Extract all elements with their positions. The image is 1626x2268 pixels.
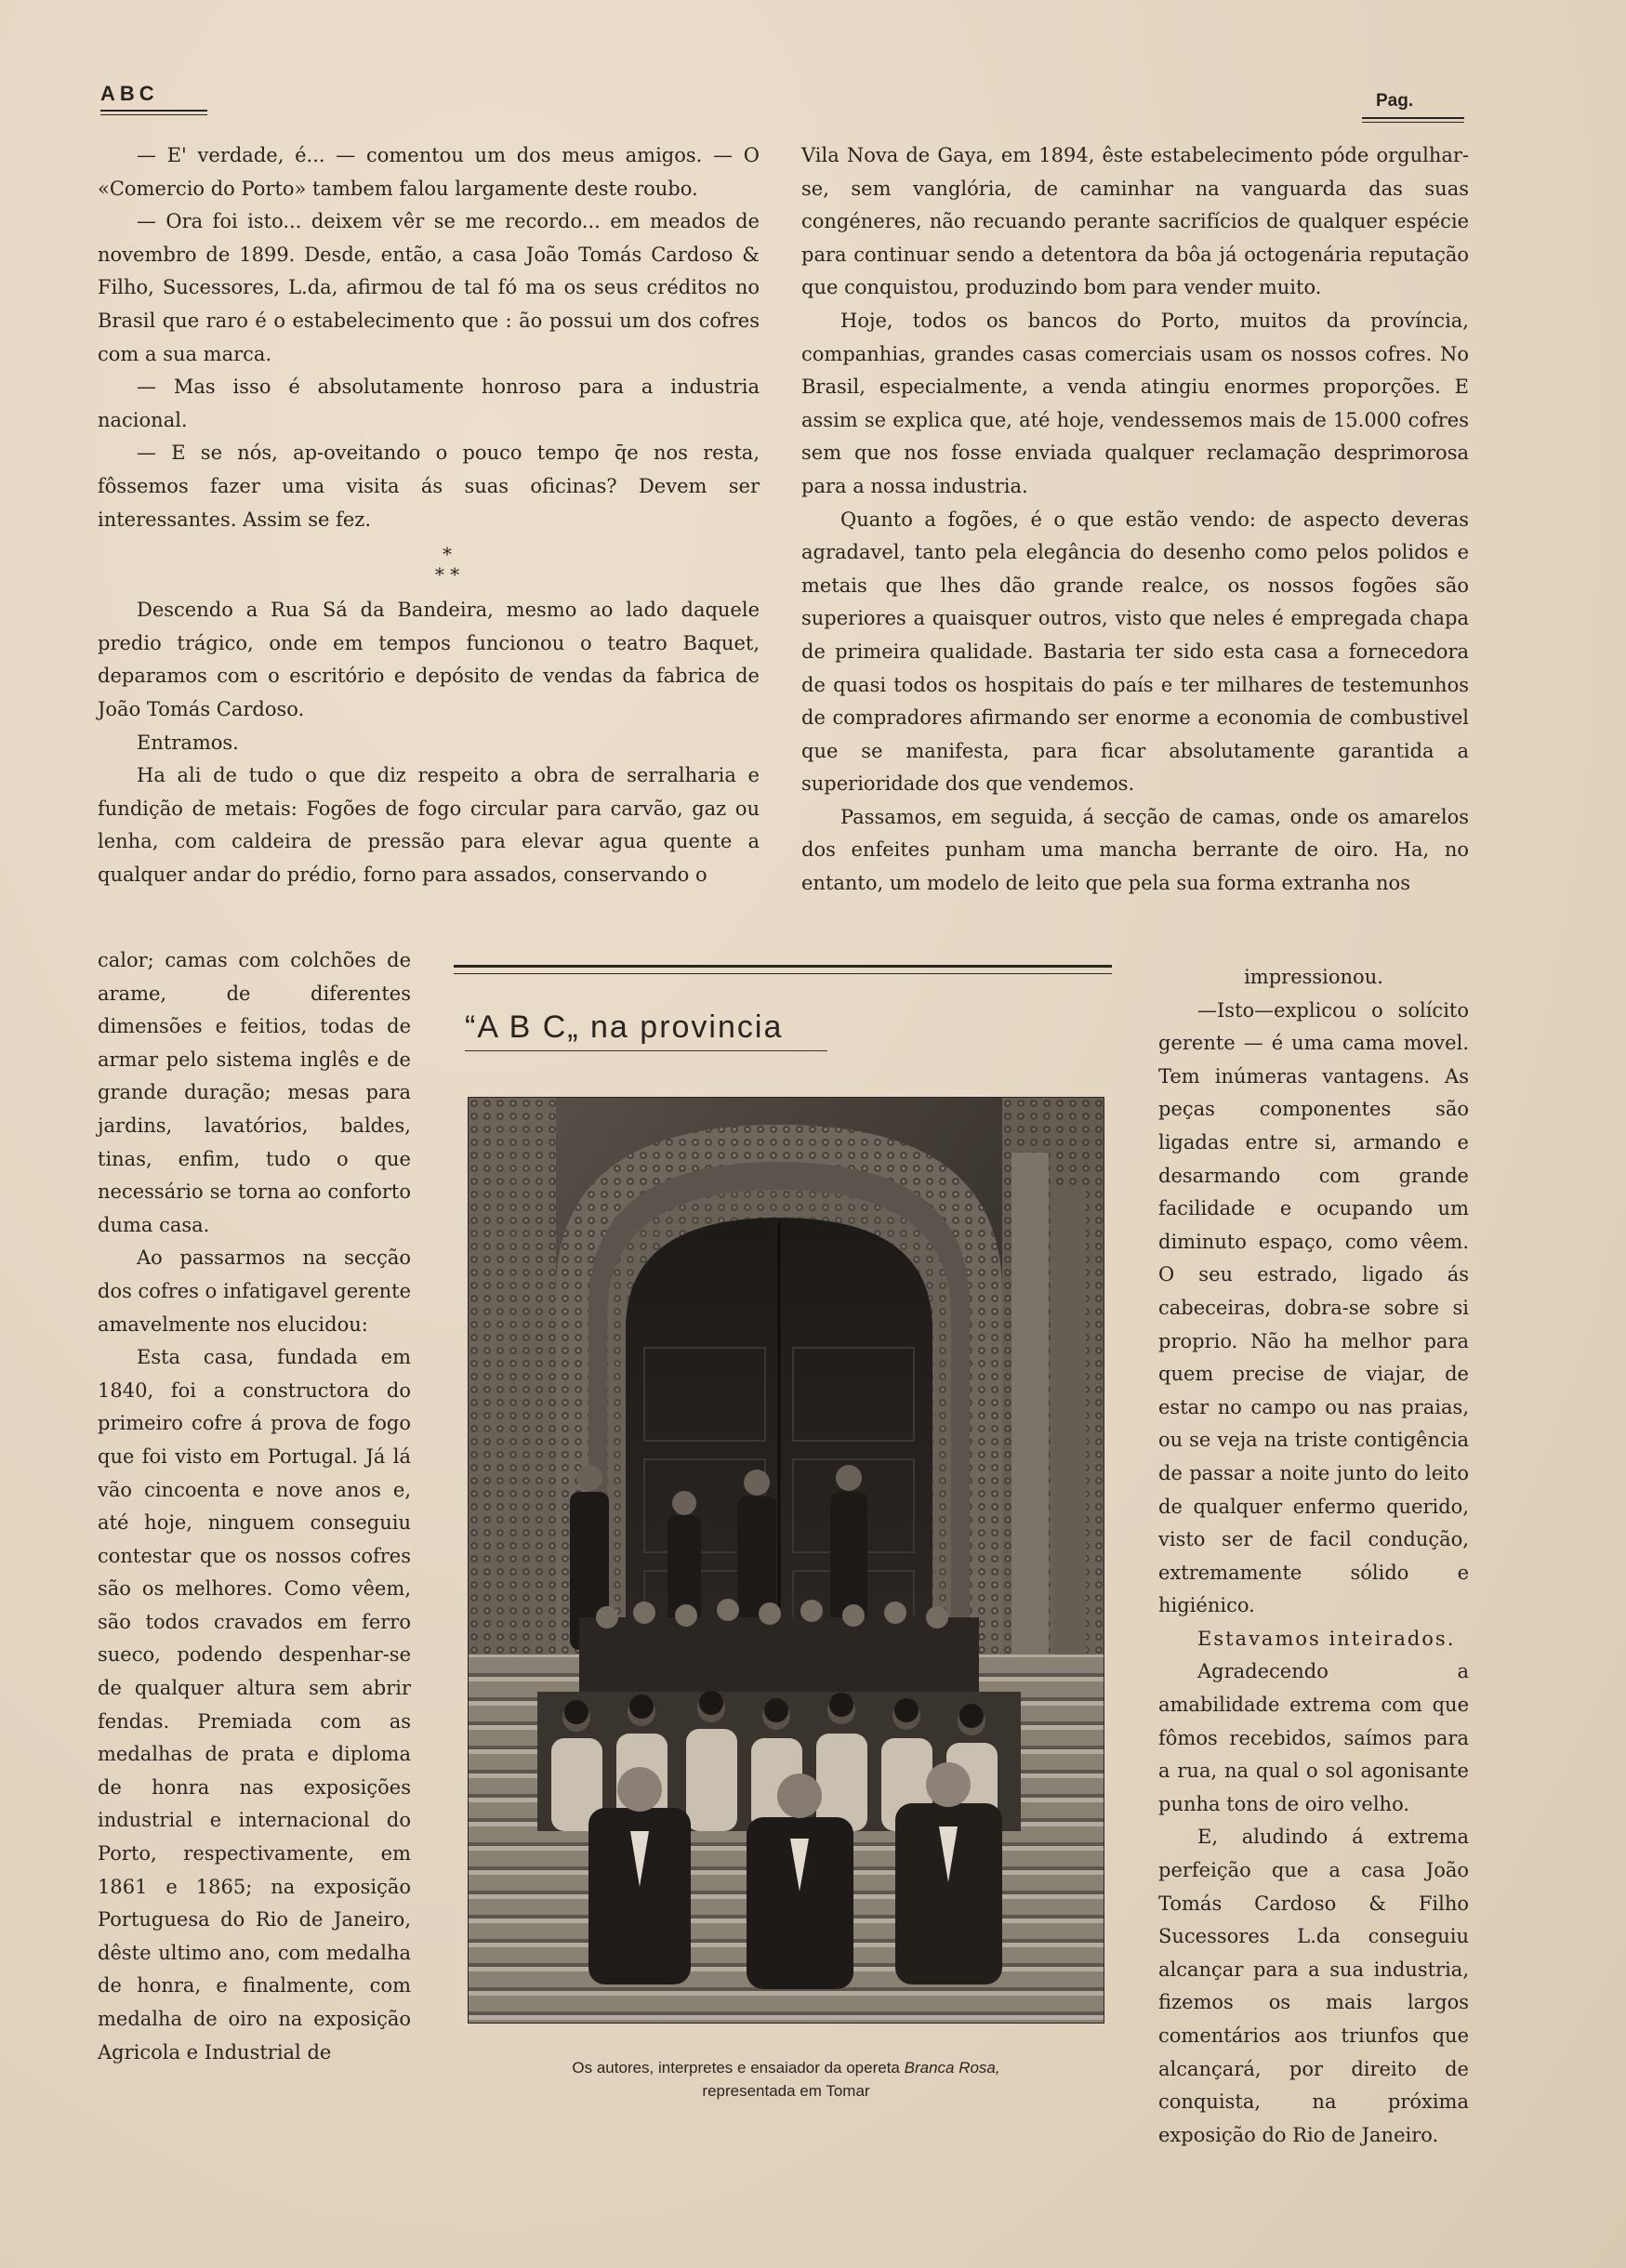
paragraph: Agradecendo a amabilidade extrema com que fômos recebidos, saímos para a rua, na qual o sol agonisante punha tons de oiro velho. bbox=[1158, 1660, 1469, 1815]
paragraph: — E' verdade, é... — comentou um dos meus amigos. — O «Comercio do Porto» tambem falou largamente deste roubo. bbox=[98, 144, 760, 200]
paragraph: — E se nós, ap-oveitando o pouco tempo q̄e nos resta, fôssemos fazer uma visita ás suas oficinas? Devem ser interessantes. Assim se fez. bbox=[98, 442, 760, 531]
photo-caption bbox=[468, 2056, 1104, 2103]
page-label-rule bbox=[1362, 117, 1464, 123]
paragraph: —Isto—explicou o solícito gerente — é uma cama movel. Tem inúmeras vantagens. As peças componentes são ligadas entre si, armando e desarmando com grande facilidade e ocupando um diminuto espaço, como vêem. O seu estrado, ligado ás cabeceiras, dobra-se sobre si proprio. Não ha melhor para quem precise de viajar, de estar no campo ou nas praias, ou se veja na triste contigência de passar a noite junto do leito de qualquer enfermo querido, visto ser de facil condução, extremamente sólido e higiénico. bbox=[1158, 998, 1469, 1617]
paragraph: — Mas isso é absolutamente honroso para a industria nacional. bbox=[98, 376, 760, 431]
masthead-abc: ABC bbox=[100, 82, 159, 105]
paragraph: calor; camas com colchões de arame, de diferentes dimensões e feitios, todas de armar pelo sistema inglês e de grande duração; mesas para jardins, lavatórios, baldes, tinas, enfim, tudo o que necessário se torna ao conforto duma casa. bbox=[98, 949, 411, 1236]
paragraph: — Ora foi isto... deixem vêr se me recordo... em meados de novembro de 1899. Desde, então, a casa João Tomás Cardoso & Filho, Sucessores, L.da, afirmou de tal fó ma os seus créditos no Brasil que raro é o estabelecimento que : ão possui um dos cofres com a sua marca. bbox=[98, 210, 760, 365]
right-column-bottom bbox=[1158, 961, 1469, 2152]
paragraph: Estavamos inteirados. bbox=[1197, 1627, 1456, 1650]
caption-text-line2: representada em Tomar bbox=[702, 2082, 870, 2100]
feature-title-rule bbox=[465, 1050, 827, 1051]
feature-title: “A B C„ na provincia bbox=[465, 1009, 784, 1045]
paragraph: Hoje, todos os bancos do Porto, muitos da província, companhias, grandes casas comerciais usam os nossos cofres. No Brasil, especialmente, a venda atingiu enormes proporções. E assim se explica que, até hoje, vendessemos mais de 15.000 cofres sem que nos fosse enviada qualquer reclamação desprimorosa para a nossa industria. bbox=[801, 309, 1469, 497]
section-separator bbox=[98, 544, 760, 585]
left-column-bottom bbox=[98, 944, 411, 2069]
paragraph: E, aludindo á extrema perfeição que a casa João Tomás Cardoso & Filho Sucessores L.da conseguiu alcançar para a sua industria, fizemos os mais largos comentários aos triunfos que alcançará, por direito de conquista, na próxima exposição do Rio de Janeiro. bbox=[1158, 1826, 1469, 2146]
paragraph: Quanto a fogões, é o que estão vendo: de aspecto deveras agradavel, tanto pela elegância do desenho como pelos polidos e metais que lhes dão grande realce, os nossos fogões são superiores a quaisquer outros, visto que neles é empregada chapa de primeira qualidade. Bastaria ter sido esta casa a fornecedora de quasi todos os hospitais do país e ter milhares de testemunhos de compradores afirmando ser enorme a economia de combustivel que se manifesta, para ficar absolutamente garantida a superioridade dos que vendemos. bbox=[801, 508, 1469, 796]
paragraph: Entramos. bbox=[137, 731, 239, 754]
paragraph: Ao passarmos na secção dos cofres o infatigavel gerente amavelmente nos elucidou: bbox=[98, 1246, 412, 1336]
right-column-top bbox=[801, 139, 1469, 901]
asterisk: * bbox=[443, 543, 452, 566]
paragraph: Descendo a Rua Sá da Bandeira, mesmo ao lado daquele predio trágico, onde em tempos funcionou o teatro Baquet, deparamos com o escritório e depósito de vendas da fabrica de João Tomás Cardoso. bbox=[98, 599, 760, 720]
caption-title-italic: Branca Rosa, bbox=[904, 2059, 1000, 2077]
group-photo bbox=[468, 1097, 1104, 2024]
caption-text: Os autores, interpretes e ensaiador da opereta bbox=[572, 2059, 905, 2077]
page-label: Pag. bbox=[1376, 91, 1414, 111]
asterisks: * * bbox=[434, 563, 460, 587]
group-photo-illustration bbox=[468, 1097, 1104, 2024]
left-column-top bbox=[98, 139, 760, 891]
paragraph: Passamos, em seguida, á secção de camas, onde os amarelos dos enfeites punham uma mancha berrante de oiro. Ha, no entanto, um modelo de leito que pela sua forma extranha nos bbox=[801, 805, 1469, 895]
paragraph-continuation: impressionou. bbox=[1244, 966, 1383, 988]
feature-rule bbox=[454, 965, 1112, 974]
masthead-rule bbox=[100, 110, 207, 115]
paragraph: Ha ali de tudo o que diz respeito a obra de serralharia e fundição de metais: Fogões de fogo circular para carvão, gaz ou lenha, com caldeira de pressão para elevar agua quente a qualquer andar do prédio, forno para assados, conservando o bbox=[98, 764, 760, 886]
paragraph: Vila Nova de Gaya, em 1894, êste estabelecimento póde orgulhar-se, sem vanglória, de caminhar na vanguarda das suas congéneres, não recuando perante sacrifícios de qualquer espécie para continuar sendo a detentora da bôa já octogenária reputação que conquistou, produzindo bom para vender muito. bbox=[801, 144, 1469, 299]
paragraph: Esta casa, fundada em 1840, foi a constructora do primeiro cofre á prova de fogo que foi visto em Portugal. Já lá vão cincoenta e nove anos e, até hoje, ninguem conseguiu contestar que os nossos cofres são os melhores. Como vêem, são todos cravados em ferro sueco, podendo despenhar-se de qualquer altura sem abrir fendas. Premiada com as medalhas de prata e diploma de honra nas exposições industrial e internacional do Porto, respectivamente, em 1861 e 1865; na exposição Portuguesa do Rio de Janeiro, dêste ultimo ano, com medalha de honra, e finalmente, com medalha de oiro na exposição Agricola e Industrial de bbox=[98, 1346, 411, 2064]
